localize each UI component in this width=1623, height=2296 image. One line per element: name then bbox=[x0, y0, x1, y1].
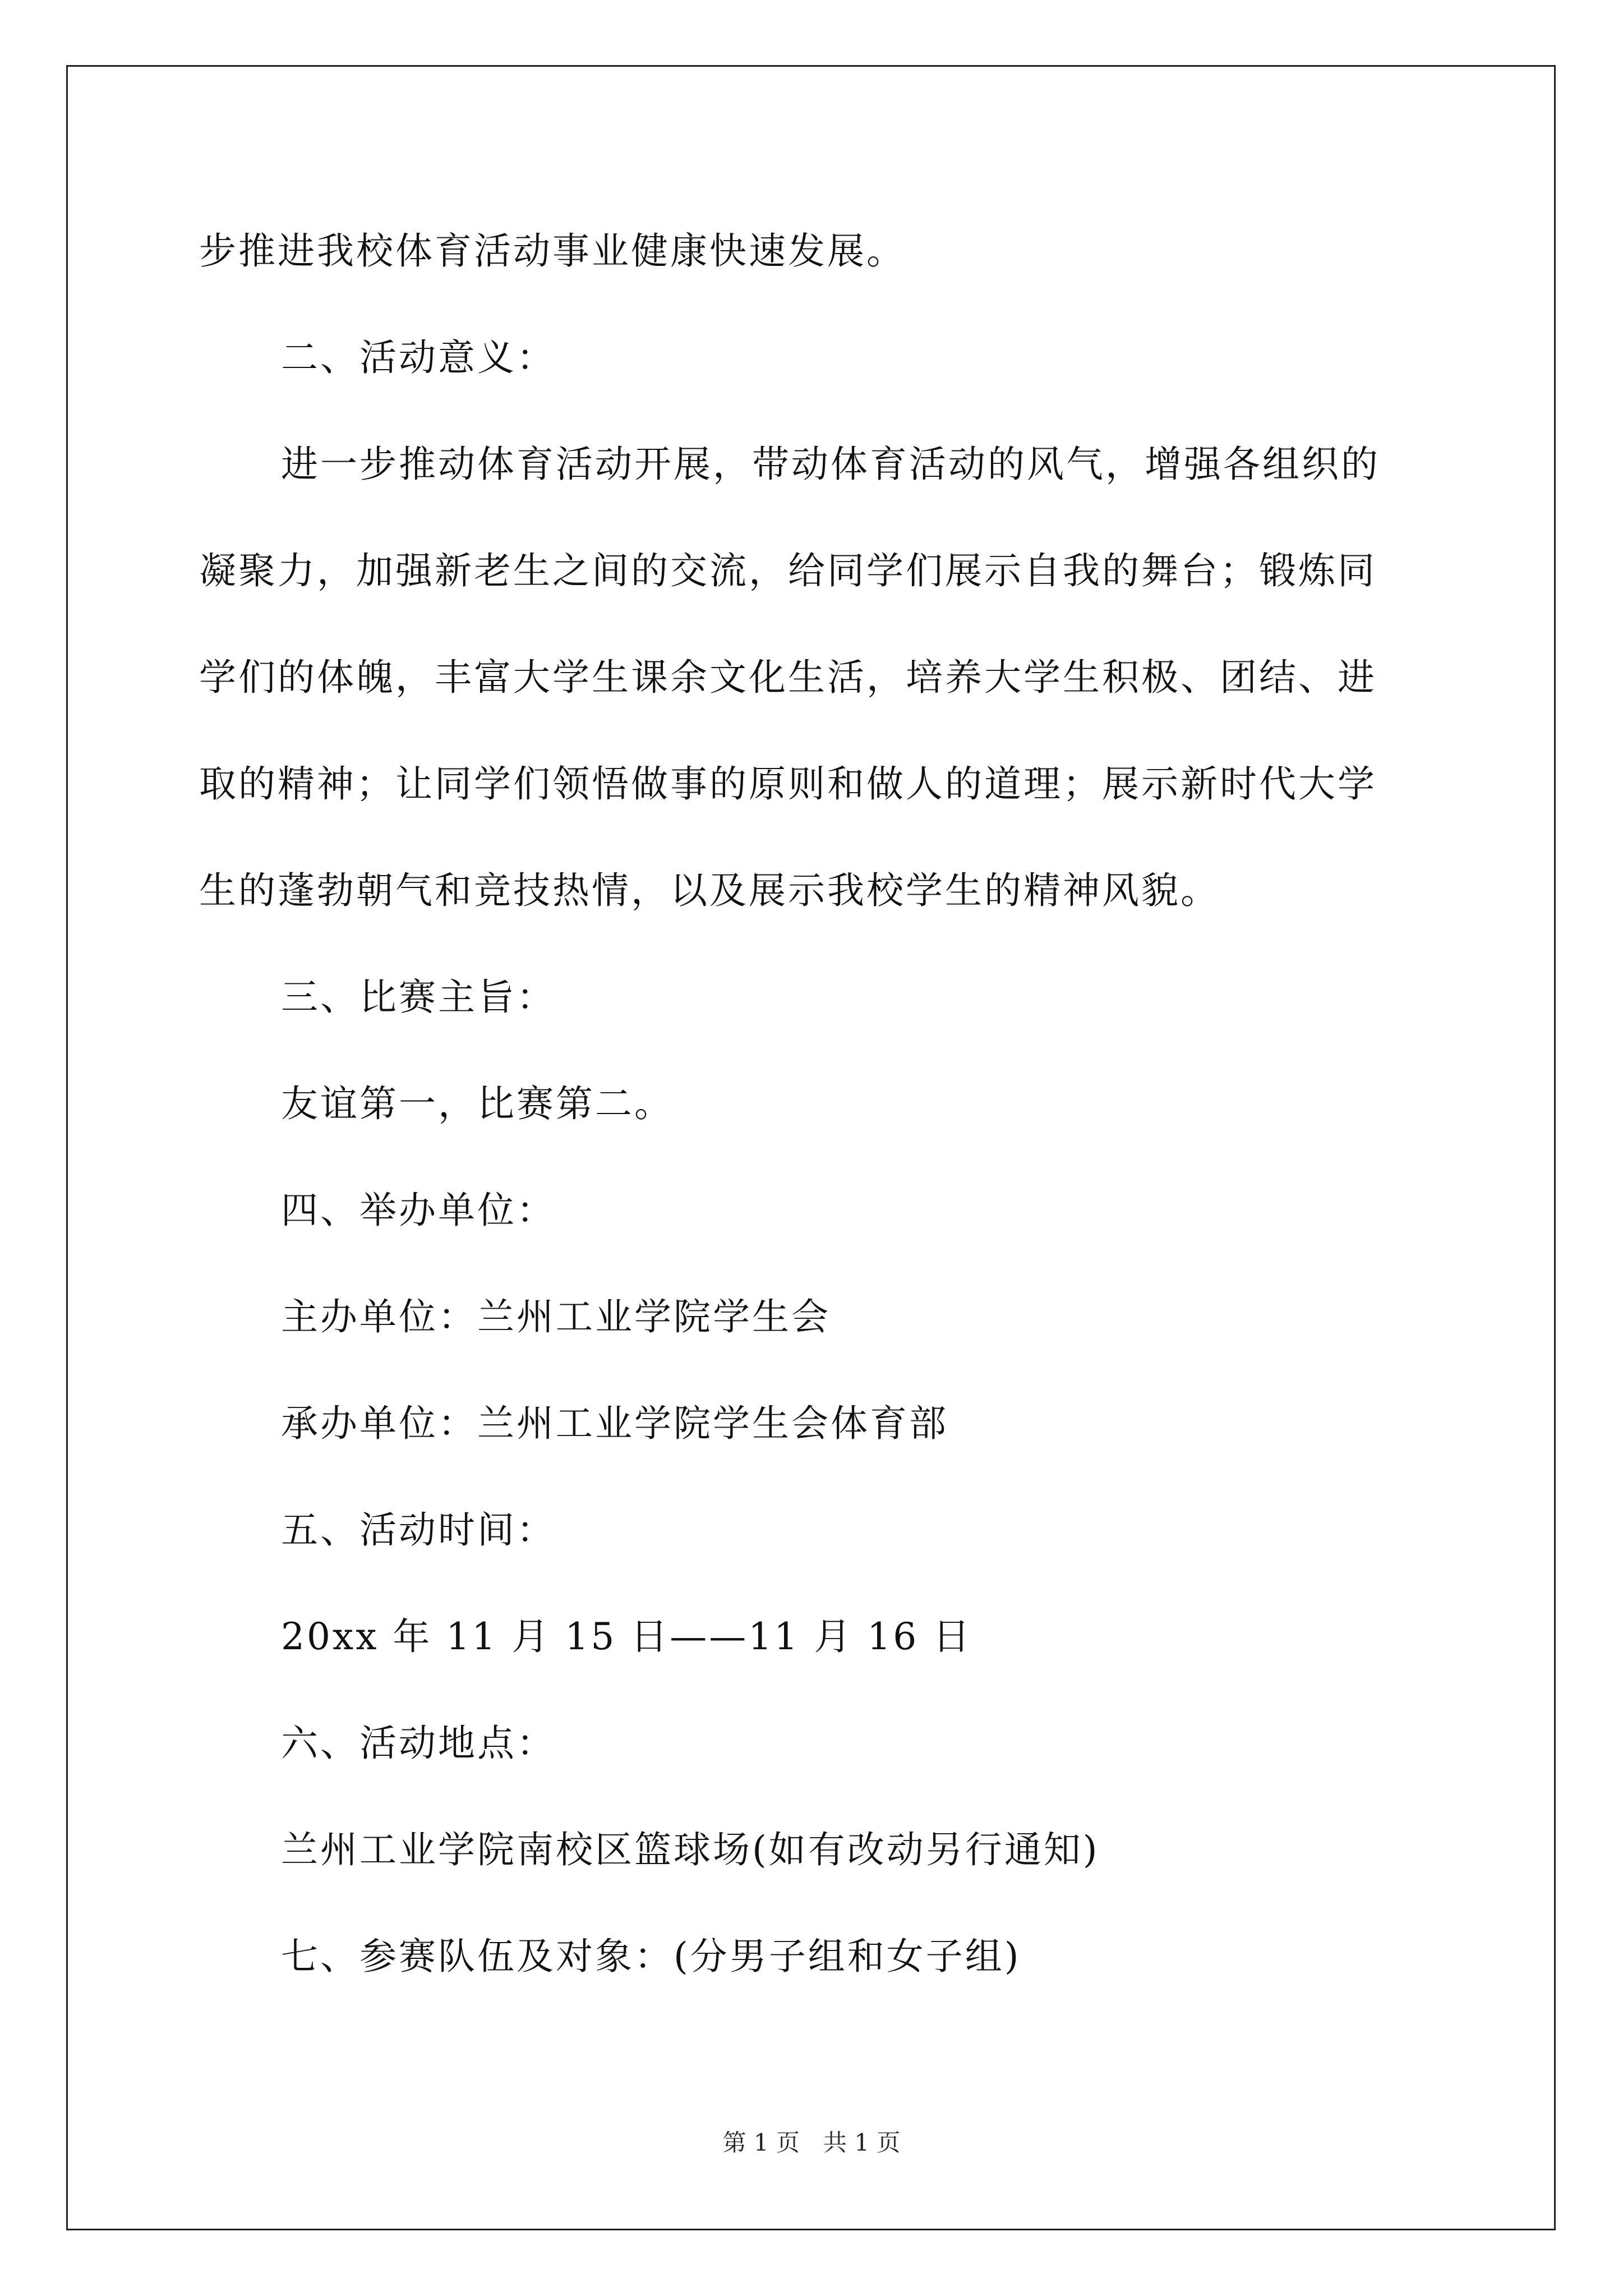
page-border bbox=[66, 65, 1556, 2230]
section-heading: 四、举办单位： bbox=[281, 1189, 556, 1232]
text-line: 主办单位：兰州工业学院学生会 bbox=[281, 1295, 831, 1338]
section-heading: 六、活动地点： bbox=[281, 1722, 556, 1765]
text-line: 步推进我校体育活动事业健康快速发展。 bbox=[199, 229, 906, 273]
section-heading: 七、参赛队伍及对象：(分男子组和女子组) bbox=[281, 1935, 1021, 1978]
page-number-footer: 第 1 页 共 1 页 bbox=[722, 2129, 901, 2156]
section-heading: 二、活动意义： bbox=[281, 336, 556, 379]
section-heading: 五、活动时间： bbox=[281, 1508, 556, 1552]
text-line: 进一步推动体育活动开展，带动体育活动的风气，增强各组织的 bbox=[281, 443, 1380, 486]
section-heading: 三、比赛主旨： bbox=[281, 976, 556, 1019]
text-line: 兰州工业学院南校区篮球场(如有改动另行通知) bbox=[281, 1828, 1100, 1871]
text-line: 学们的体魄，丰富大学生课余文化生活，培养大学生积极、团结、进 bbox=[199, 656, 1377, 699]
text-line: 友谊第一，比赛第二。 bbox=[281, 1082, 674, 1125]
text-line: 凝聚力，加强新老生之间的交流，给同学们展示自我的舞台；锻炼同 bbox=[199, 549, 1377, 592]
text-line: 20xx 年 11 月 15 日——11 月 16 日 bbox=[281, 1615, 972, 1658]
text-line: 生的蓬勃朝气和竞技热情，以及展示我校学生的精神风貌。 bbox=[199, 869, 1220, 912]
text-line: 取的精神；让同学们领悟做事的原则和做人的道理；展示新时代大学 bbox=[199, 762, 1377, 806]
text-line: 承办单位：兰州工业学院学生会体育部 bbox=[281, 1402, 948, 1445]
